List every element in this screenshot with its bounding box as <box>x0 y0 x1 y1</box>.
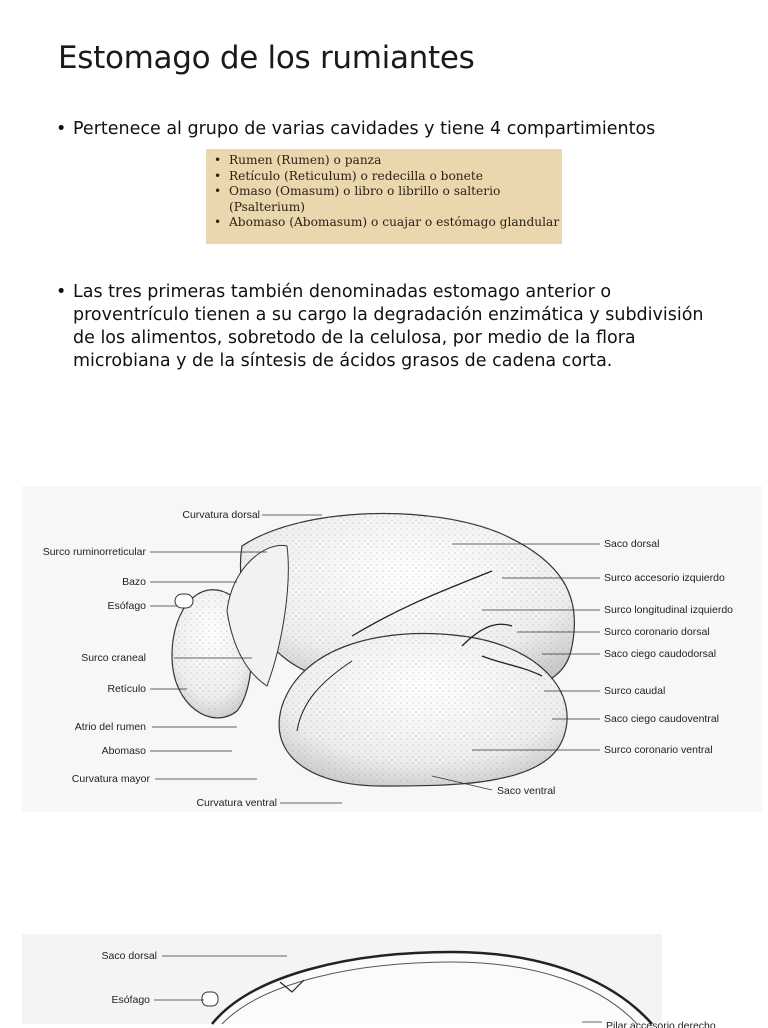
figure-label: Surco ruminorreticular <box>42 546 146 558</box>
figure-label: Surco craneal <box>81 652 146 664</box>
figure-label: Curvatura mayor <box>71 773 150 785</box>
figure-label: Curvatura dorsal <box>182 509 260 521</box>
stomach-illustration <box>22 486 762 812</box>
figure-label: Abomaso <box>101 745 146 757</box>
bullet-compartments <box>56 118 706 141</box>
figure-label: Surco accesorio izquierdo <box>604 572 725 584</box>
list-item-continuation: (Psalterium) <box>229 199 306 214</box>
figure-label: Saco dorsal <box>101 950 157 962</box>
bullet-proventriculus <box>56 281 706 373</box>
list-item: • Rumen (Rumen) o panza <box>214 153 382 167</box>
figure-label: Surco coronario dorsal <box>604 626 710 638</box>
list-item: • Omaso (Omasum) o libro o librillo o salterio <box>214 184 501 199</box>
stomach-interior-illustration <box>22 934 762 1028</box>
figure-label: Saco dorsal <box>604 538 660 550</box>
bullet-text: Las tres primeras también denominadas estomago anterior o proventrículo tienen a su cargo la degradación enzimática y subdivisión de los alimentos, sobretodo de la celulosa, por medio de la flora microbiana y de la síntesis de ácidos grasos de cadena corta. <box>73 282 704 371</box>
slide-title: Estomago de los rumiantes <box>58 40 475 76</box>
figure-label: Pilar accesorio derecho <box>606 1020 716 1028</box>
figure-label: Surco coronario ventral <box>604 744 713 756</box>
figure-label: Atrio del rumen <box>74 721 146 733</box>
figure-label: Surco caudal <box>604 685 666 697</box>
figure-label: Curvatura ventral <box>196 797 277 809</box>
figure-label: Saco ciego caudodorsal <box>604 648 717 660</box>
bullet-marker: • <box>56 119 67 139</box>
stomach-interior-figure <box>22 934 762 1028</box>
scanned-compartment-list <box>206 149 562 244</box>
figure-label: Saco ciego caudoventral <box>604 713 719 725</box>
bullet-text: Pertenece al grupo de varias cavidades y tiene 4 compartimientos <box>73 119 656 139</box>
list-item: • Retículo (Reticulum) o redecilla o bonete <box>214 168 483 183</box>
figure-label: Bazo <box>122 576 146 588</box>
bullet-marker: • <box>56 282 67 302</box>
list-item: • Abomaso (Abomasum) o cuajar o estómago glandular <box>214 215 560 230</box>
stomach-left-view-figure <box>22 486 762 812</box>
figure-label: Esófago <box>111 994 150 1006</box>
figure-label: Surco longitudinal izquierdo <box>604 604 733 616</box>
figure-label: Retículo <box>107 683 146 695</box>
figure-label: Esófago <box>107 600 146 612</box>
figure-label: Saco ventral <box>497 785 556 797</box>
